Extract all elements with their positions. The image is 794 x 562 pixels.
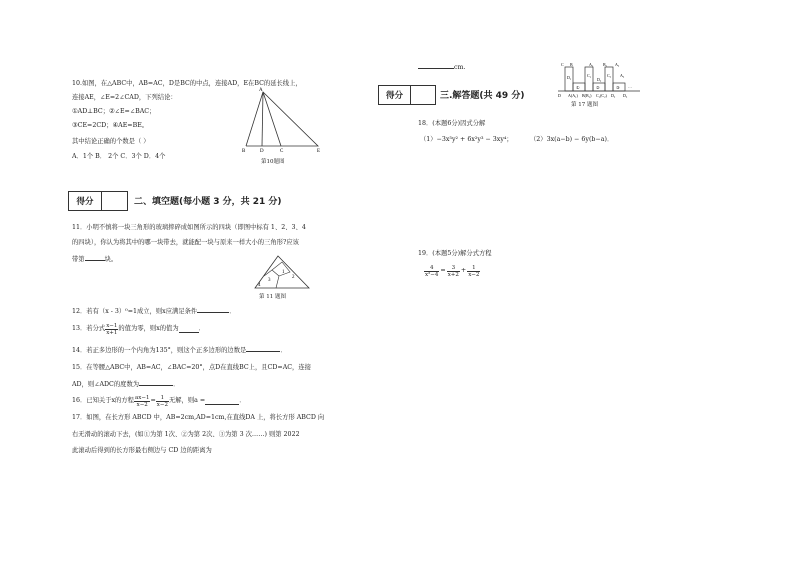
q16-fraction-left: $\frac{ax-1}{x-2}$: [134, 394, 150, 408]
section2-title: 二、填空题(每小题 3 分，共 21 分): [134, 197, 282, 207]
q16-fraction-right: $\frac{1}{x-2}$: [156, 394, 168, 408]
q17-continuation: cm.: [418, 62, 466, 72]
q16-answer-blank[interactable]: [205, 398, 239, 405]
score-label: 得分: [379, 86, 411, 104]
piece-1-label: 1: [282, 270, 285, 275]
q13-answer-blank[interactable]: [179, 326, 199, 333]
fig17-bottom-D3: D₃: [623, 93, 628, 98]
q18-part1: （1）−3x³y² + 6x²y³ − 3xy⁴；: [420, 136, 513, 143]
q18-title: 18．(本题6分)因式分解: [418, 120, 486, 127]
q17-answer-blank[interactable]: [418, 62, 454, 69]
q18-part2: （2）3x(a−b) − 6y(b−a)．: [530, 136, 614, 143]
fig17-label-B1: B₁: [603, 62, 608, 67]
q15-line1: 15．在等腰△ABC中，AB=AC，∠BAC=20°，点D在直线BC上，且CD=AC，连接: [72, 364, 311, 371]
q17-caption: 第 17 题图: [571, 102, 598, 108]
label-E: E: [317, 149, 321, 152]
fig17-label-C2: C₂: [607, 73, 612, 78]
fig17-bottom-D2: D₂: [611, 93, 616, 98]
fig17-label-A1: A₁: [589, 62, 594, 67]
q11-broken-triangle-figure: [252, 254, 312, 290]
q10-triangle-figure: [236, 84, 326, 152]
score-label: 得分: [69, 192, 102, 210]
fig17-label-C: C: [561, 62, 564, 67]
q12-answer-blank[interactable]: [197, 306, 229, 313]
fig17-label-D1: D₁: [567, 75, 572, 80]
fig17-label-C1: C₁: [587, 73, 592, 78]
q15-answer-blank[interactable]: [139, 379, 173, 386]
q10-line3: ①AD⊥BC；②∠E=∠BAC；: [72, 108, 156, 115]
label-A: A: [259, 88, 263, 93]
q11-answer-blank[interactable]: [85, 254, 105, 261]
q16: 16．已知关于x的方程 $\frac{ax-1}{x-2}$ = $\frac{1}{x-2}$ 无解，则a = ．: [72, 394, 246, 408]
section3-title: 三.解答题(共 49 分): [440, 91, 525, 101]
q15-line2: AD，则∠ADC的度数为 ．: [72, 381, 180, 388]
fig17-bottom-D: D: [558, 93, 561, 98]
fig17-label-A3: A₃: [620, 73, 625, 78]
fig17-label-A2: A₂: [615, 62, 620, 67]
piece-4-label: 4: [258, 283, 261, 288]
q17-line2: 右无滑动的滚动下去，(如①为第 1次、②为第 2次、③为第 3 次……) 则第 2022: [72, 431, 300, 438]
label-D: D: [260, 149, 264, 152]
fig17-bottom-A: A(A₁): [568, 93, 578, 98]
fig17-num-3: ③: [616, 85, 620, 90]
fig17-bottom-B: B(B₁): [582, 93, 592, 98]
q17-line3: 此滚动后得到的长方形最右侧边与 CD 边的距离为: [72, 447, 212, 454]
q10-caption: 第10题图: [261, 159, 285, 165]
q10-line2: 连接AE，∠E=2∠CAD，下列结论：: [72, 94, 177, 101]
piece-3-label: 3: [268, 278, 271, 283]
label-C: C: [280, 149, 284, 152]
q11-caption: 第 11 题图: [259, 294, 286, 300]
q19-equation: $\frac{4}{\text{x²−4}}$ = $\frac{3}{x+2}$ + $\frac{1}{x-2}$: [425, 264, 480, 278]
q11-line1: 11．小明不慎将一块三角形的玻璃摔碎成如图所示的四块（即图中标有 1、2、3、4: [72, 224, 306, 231]
section2-score-box: [68, 191, 128, 211]
q10-line1: 10.如图，在△ABC中，AB=AC，D是BC的中点，连接AD，E在BC的延长线上，: [72, 80, 302, 87]
q14-answer-blank[interactable]: [246, 345, 280, 352]
q13: 13．若分式 $\frac{x-1}{x+1}$ 的值为零，则x的值为 ．: [72, 322, 205, 336]
label-B: B: [242, 149, 246, 152]
q11-line2: 的四块），你认为将其中的哪一块带去，就能配一块与原来一样大小的三角形?应该: [72, 239, 299, 246]
q19-fraction-1: $\frac{4}{\text{x²−4}}$: [425, 264, 439, 278]
q19-title: 19．(本题5分)解分式方程: [418, 250, 492, 257]
q17-line1: 17．如图，在长方形 ABCD 中，AB=2cm,AD=1cm,在直线DA 上，将长方形 ABCD 向: [72, 414, 325, 421]
fig17-num-1: ①: [576, 85, 580, 90]
fig17-label-B: B: [570, 62, 573, 67]
fig17-label-D2: D₂: [597, 77, 602, 82]
q13-fraction: $\frac{x-1}{x+1}$: [106, 322, 118, 336]
score-input-cell[interactable]: [411, 86, 435, 104]
fig17-num-2: ②: [596, 85, 600, 90]
fig17-bottom-C1: C₁(C₂): [596, 93, 607, 98]
q10-line5: 其中结论正确的个数是（ ）: [72, 138, 150, 145]
piece-2-label: 2: [292, 275, 295, 280]
q14: 14．若正多边形的一个内角为135°，则这个正多边形的边数是 ．: [72, 347, 287, 354]
q10-options: A．1个 B． 2个 C．3个 D．4个: [72, 153, 166, 160]
q10-line4: ③CE=2CD；④AE=BE。: [72, 122, 149, 129]
q17-rolling-rectangle-figure: [556, 60, 642, 100]
score-input-cell[interactable]: [102, 192, 127, 210]
section3-score-box: [378, 85, 436, 105]
q12: 12．若有（x - 3）⁰=1成立，则x应满足条件 ．: [72, 308, 236, 315]
fig17-dots: …: [628, 84, 632, 89]
q11-line3: 带第 块。: [72, 256, 118, 263]
q19-fraction-2: $\frac{3}{x+2}$: [447, 264, 459, 278]
q19-fraction-3: $\frac{1}{x-2}$: [468, 264, 480, 278]
